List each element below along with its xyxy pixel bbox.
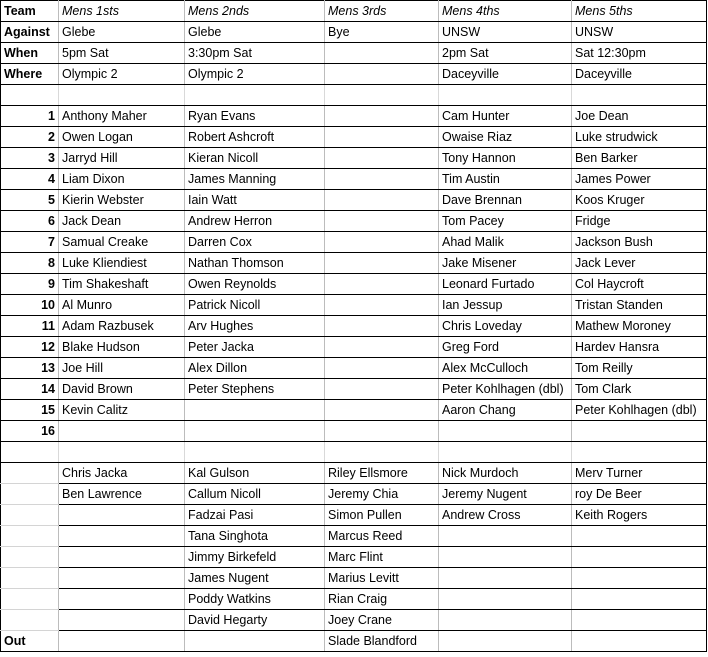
player-cell[interactable]: Owaise Riaz: [439, 127, 572, 148]
player-cell[interactable]: David Brown: [59, 379, 185, 400]
player-cell[interactable]: [325, 211, 439, 232]
fixture-value-cell[interactable]: Olympic 2: [59, 64, 185, 85]
out-player-cell[interactable]: [439, 547, 572, 568]
player-cell[interactable]: Alex McCulloch: [439, 358, 572, 379]
out-player-cell[interactable]: [185, 631, 325, 652]
fixture-value-cell[interactable]: [325, 64, 439, 85]
squad-row: [1, 169, 707, 190]
fixture-value-cell[interactable]: Bye: [325, 22, 439, 43]
out-player-cell[interactable]: Simon Pullen: [325, 505, 439, 526]
player-cell[interactable]: Al Munro: [59, 295, 185, 316]
team-header-cell[interactable]: Mens 5ths: [572, 1, 707, 22]
player-number-cell[interactable]: 12: [1, 337, 59, 358]
out-label-cell[interactable]: [1, 568, 59, 589]
player-cell[interactable]: [185, 421, 325, 442]
out-label-cell[interactable]: [1, 505, 59, 526]
player-cell[interactable]: Hardev Hansra: [572, 337, 707, 358]
player-cell[interactable]: Aaron Chang: [439, 400, 572, 421]
out-label-cell[interactable]: [1, 589, 59, 610]
player-cell[interactable]: [185, 400, 325, 421]
player-cell[interactable]: Blake Hudson: [59, 337, 185, 358]
player-cell[interactable]: Anthony Maher: [59, 106, 185, 127]
player-cell[interactable]: Jack Lever: [572, 253, 707, 274]
out-player-cell[interactable]: [439, 631, 572, 652]
player-cell[interactable]: [325, 253, 439, 274]
fixture-value-cell[interactable]: Daceyville: [439, 64, 572, 85]
empty-cell[interactable]: [439, 442, 572, 463]
player-number-cell[interactable]: 7: [1, 232, 59, 253]
team-header-cell[interactable]: Mens 3rds: [325, 1, 439, 22]
out-label-cell[interactable]: [1, 526, 59, 547]
fixture-label-cell[interactable]: When: [1, 43, 59, 64]
player-cell[interactable]: [325, 274, 439, 295]
fixture-label-cell[interactable]: Where: [1, 64, 59, 85]
out-player-cell[interactable]: Jeremy Chia: [325, 484, 439, 505]
empty-cell[interactable]: [185, 442, 325, 463]
out-label-cell[interactable]: [1, 484, 59, 505]
player-number-cell[interactable]: 16: [1, 421, 59, 442]
empty-cell[interactable]: [572, 85, 707, 106]
player-cell[interactable]: Liam Dixon: [59, 169, 185, 190]
squad-row: [1, 421, 707, 442]
header-row: [1, 1, 707, 22]
fixture-value-cell[interactable]: 3:30pm Sat: [185, 43, 325, 64]
player-cell[interactable]: [325, 169, 439, 190]
player-cell[interactable]: James Power: [572, 169, 707, 190]
player-number-cell[interactable]: 4: [1, 169, 59, 190]
player-cell[interactable]: [439, 421, 572, 442]
out-player-cell[interactable]: [59, 631, 185, 652]
separator-row: [1, 85, 707, 106]
fixture-value-cell[interactable]: 5pm Sat: [59, 43, 185, 64]
separator-row: [1, 442, 707, 463]
squad-row: [1, 106, 707, 127]
fixture-value-cell[interactable]: Daceyville: [572, 64, 707, 85]
player-cell[interactable]: Peter Kohlhagen (dbl): [439, 379, 572, 400]
player-cell[interactable]: Jack Dean: [59, 211, 185, 232]
player-cell[interactable]: [59, 421, 185, 442]
out-row: [1, 505, 707, 526]
empty-cell[interactable]: [59, 85, 185, 106]
player-number-cell[interactable]: 9: [1, 274, 59, 295]
fixture-row: [1, 22, 707, 43]
player-cell[interactable]: Andrew Herron: [185, 211, 325, 232]
squad-row: [1, 274, 707, 295]
out-row: [1, 463, 707, 484]
out-player-cell[interactable]: [439, 526, 572, 547]
out-player-cell[interactable]: [59, 526, 185, 547]
fixture-row: [1, 64, 707, 85]
team-header-cell[interactable]: Mens 2nds: [185, 1, 325, 22]
team-header-cell[interactable]: Mens 1sts: [59, 1, 185, 22]
squad-row: [1, 400, 707, 421]
player-cell[interactable]: Owen Reynolds: [185, 274, 325, 295]
out-player-cell[interactable]: Ben Lawrence: [59, 484, 185, 505]
player-cell[interactable]: Joe Hill: [59, 358, 185, 379]
player-cell[interactable]: Ben Barker: [572, 148, 707, 169]
player-number-cell[interactable]: 1: [1, 106, 59, 127]
out-player-cell[interactable]: Jeremy Nugent: [439, 484, 572, 505]
team-header-cell[interactable]: Mens 4ths: [439, 1, 572, 22]
player-cell[interactable]: [325, 379, 439, 400]
out-player-cell[interactable]: Marc Flint: [325, 547, 439, 568]
player-cell[interactable]: Tristan Standen: [572, 295, 707, 316]
player-number-cell[interactable]: 2: [1, 127, 59, 148]
out-player-cell[interactable]: [59, 589, 185, 610]
empty-cell[interactable]: [325, 442, 439, 463]
player-cell[interactable]: Adam Razbusek: [59, 316, 185, 337]
player-cell[interactable]: Fridge: [572, 211, 707, 232]
player-cell[interactable]: Patrick Nicoll: [185, 295, 325, 316]
out-player-cell[interactable]: Kal Gulson: [185, 463, 325, 484]
out-player-cell[interactable]: [572, 568, 707, 589]
player-cell[interactable]: Col Haycroft: [572, 274, 707, 295]
squad-row: [1, 232, 707, 253]
player-cell[interactable]: Darren Cox: [185, 232, 325, 253]
empty-cell[interactable]: [1, 85, 59, 106]
player-cell[interactable]: Robert Ashcroft: [185, 127, 325, 148]
player-cell[interactable]: [325, 106, 439, 127]
out-player-cell[interactable]: Merv Turner: [572, 463, 707, 484]
out-row: [1, 568, 707, 589]
player-cell[interactable]: [325, 337, 439, 358]
out-player-cell[interactable]: [572, 631, 707, 652]
player-cell[interactable]: Dave Brennan: [439, 190, 572, 211]
player-cell[interactable]: Nathan Thomson: [185, 253, 325, 274]
out-label-cell[interactable]: Out: [1, 631, 59, 652]
out-player-cell[interactable]: [572, 610, 707, 631]
row-label-team[interactable]: Team: [1, 1, 59, 22]
player-cell[interactable]: Mathew Moroney: [572, 316, 707, 337]
fixture-value-cell[interactable]: Sat 12:30pm: [572, 43, 707, 64]
player-cell[interactable]: Ian Jessup: [439, 295, 572, 316]
player-number-cell[interactable]: 8: [1, 253, 59, 274]
player-cell[interactable]: Arv Hughes: [185, 316, 325, 337]
squad-row: [1, 253, 707, 274]
squad-row: [1, 316, 707, 337]
out-player-cell[interactable]: Keith Rogers: [572, 505, 707, 526]
player-number-cell[interactable]: 15: [1, 400, 59, 421]
out-player-cell[interactable]: [439, 568, 572, 589]
player-number-cell[interactable]: 3: [1, 148, 59, 169]
player-cell[interactable]: Jake Misener: [439, 253, 572, 274]
squad-row: [1, 379, 707, 400]
player-cell[interactable]: Owen Logan: [59, 127, 185, 148]
out-player-cell[interactable]: Rian Craig: [325, 589, 439, 610]
player-cell[interactable]: Chris Loveday: [439, 316, 572, 337]
out-player-cell[interactable]: Callum Nicoll: [185, 484, 325, 505]
player-number-cell[interactable]: 11: [1, 316, 59, 337]
out-player-cell[interactable]: Chris Jacka: [59, 463, 185, 484]
squad-row: [1, 295, 707, 316]
out-row: [1, 484, 707, 505]
empty-cell[interactable]: [572, 442, 707, 463]
out-player-cell[interactable]: Andrew Cross: [439, 505, 572, 526]
squad-row: [1, 358, 707, 379]
player-cell[interactable]: [325, 316, 439, 337]
player-cell[interactable]: [325, 232, 439, 253]
player-cell[interactable]: Tim Austin: [439, 169, 572, 190]
out-player-cell[interactable]: roy De Beer: [572, 484, 707, 505]
player-cell[interactable]: Peter Kohlhagen (dbl): [572, 400, 707, 421]
player-cell[interactable]: [325, 127, 439, 148]
empty-cell[interactable]: [325, 85, 439, 106]
player-cell[interactable]: Ahad Malik: [439, 232, 572, 253]
fixture-value-cell[interactable]: Glebe: [59, 22, 185, 43]
out-player-cell[interactable]: [572, 589, 707, 610]
player-cell[interactable]: Tom Clark: [572, 379, 707, 400]
out-label-cell[interactable]: [1, 610, 59, 631]
out-player-cell[interactable]: [439, 589, 572, 610]
out-label-cell[interactable]: [1, 547, 59, 568]
out-row: [1, 631, 707, 652]
player-cell[interactable]: Alex Dillon: [185, 358, 325, 379]
player-cell[interactable]: Leonard Furtado: [439, 274, 572, 295]
out-player-cell[interactable]: Joey Crane: [325, 610, 439, 631]
squad-row: [1, 190, 707, 211]
player-cell[interactable]: Cam Hunter: [439, 106, 572, 127]
player-cell[interactable]: [325, 148, 439, 169]
player-cell[interactable]: Ryan Evans: [185, 106, 325, 127]
fixture-value-cell[interactable]: Glebe: [185, 22, 325, 43]
player-cell[interactable]: Iain Watt: [185, 190, 325, 211]
player-cell[interactable]: Tom Reilly: [572, 358, 707, 379]
out-player-cell[interactable]: [572, 547, 707, 568]
fixture-value-cell[interactable]: [325, 43, 439, 64]
out-player-cell[interactable]: David Hegarty: [185, 610, 325, 631]
out-player-cell[interactable]: Slade Blandford: [325, 631, 439, 652]
out-row: [1, 589, 707, 610]
empty-cell[interactable]: [59, 442, 185, 463]
player-cell[interactable]: [325, 400, 439, 421]
out-player-cell[interactable]: [59, 610, 185, 631]
player-cell[interactable]: Jarryd Hill: [59, 148, 185, 169]
out-player-cell[interactable]: Nick Murdoch: [439, 463, 572, 484]
out-player-cell[interactable]: [59, 547, 185, 568]
out-label-cell[interactable]: [1, 463, 59, 484]
player-cell[interactable]: Luke strudwick: [572, 127, 707, 148]
fixture-row: [1, 43, 707, 64]
out-row: [1, 547, 707, 568]
out-player-cell[interactable]: [59, 568, 185, 589]
player-cell[interactable]: Samual Creake: [59, 232, 185, 253]
squad-row: [1, 211, 707, 232]
out-player-cell[interactable]: [59, 505, 185, 526]
out-row: [1, 526, 707, 547]
player-cell[interactable]: Tim Shakeshaft: [59, 274, 185, 295]
empty-cell[interactable]: [439, 85, 572, 106]
player-cell[interactable]: Kierin Webster: [59, 190, 185, 211]
player-cell[interactable]: Tony Hannon: [439, 148, 572, 169]
player-cell[interactable]: Luke Kliendiest: [59, 253, 185, 274]
player-cell[interactable]: [325, 421, 439, 442]
player-cell[interactable]: Tom Pacey: [439, 211, 572, 232]
player-number-cell[interactable]: 5: [1, 190, 59, 211]
player-number-cell[interactable]: 10: [1, 295, 59, 316]
out-player-cell[interactable]: Fadzai Pasi: [185, 505, 325, 526]
out-player-cell[interactable]: [572, 526, 707, 547]
out-row: [1, 610, 707, 631]
player-number-cell[interactable]: 13: [1, 358, 59, 379]
out-player-cell[interactable]: Riley Ellsmore: [325, 463, 439, 484]
player-cell[interactable]: Joe Dean: [572, 106, 707, 127]
empty-cell[interactable]: [185, 85, 325, 106]
player-cell[interactable]: Peter Jacka: [185, 337, 325, 358]
out-player-cell[interactable]: James Nugent: [185, 568, 325, 589]
player-cell[interactable]: [325, 295, 439, 316]
fixture-label-cell[interactable]: Against: [1, 22, 59, 43]
out-player-cell[interactable]: Marcus Reed: [325, 526, 439, 547]
empty-cell[interactable]: [1, 442, 59, 463]
player-cell[interactable]: Greg Ford: [439, 337, 572, 358]
player-cell[interactable]: Kieran Nicoll: [185, 148, 325, 169]
out-player-cell[interactable]: Marius Levitt: [325, 568, 439, 589]
player-cell[interactable]: Peter Stephens: [185, 379, 325, 400]
out-player-cell[interactable]: [439, 610, 572, 631]
player-cell[interactable]: Koos Kruger: [572, 190, 707, 211]
player-cell[interactable]: [325, 358, 439, 379]
player-number-cell[interactable]: 6: [1, 211, 59, 232]
player-cell[interactable]: Jackson Bush: [572, 232, 707, 253]
squad-row: [1, 148, 707, 169]
fixture-value-cell[interactable]: UNSW: [439, 22, 572, 43]
out-player-cell[interactable]: Jimmy Birkefeld: [185, 547, 325, 568]
player-cell[interactable]: [325, 190, 439, 211]
fixture-value-cell[interactable]: UNSW: [572, 22, 707, 43]
player-cell[interactable]: James Manning: [185, 169, 325, 190]
out-player-cell[interactable]: Tana Singhota: [185, 526, 325, 547]
player-cell[interactable]: [572, 421, 707, 442]
fixture-value-cell[interactable]: Olympic 2: [185, 64, 325, 85]
out-player-cell[interactable]: Poddy Watkins: [185, 589, 325, 610]
fixture-value-cell[interactable]: 2pm Sat: [439, 43, 572, 64]
squad-row: [1, 127, 707, 148]
squad-row: [1, 337, 707, 358]
player-number-cell[interactable]: 14: [1, 379, 59, 400]
player-cell[interactable]: Kevin Calitz: [59, 400, 185, 421]
